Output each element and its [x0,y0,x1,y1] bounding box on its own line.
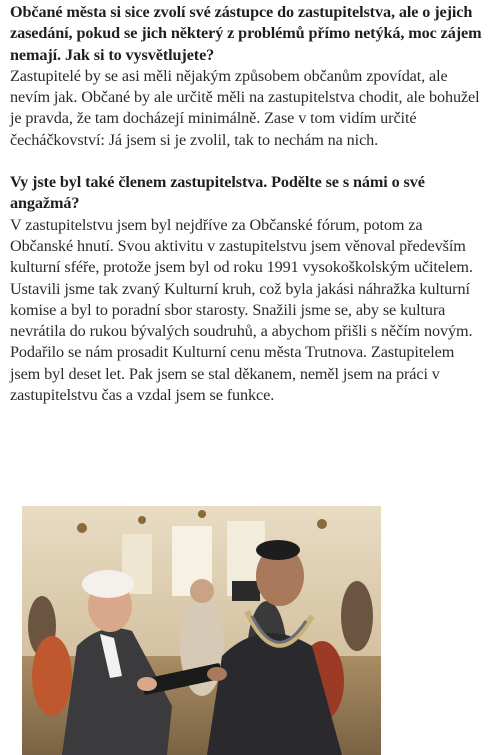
award-handover-photo [22,506,381,755]
interview-answer-1: Zastupitelé by se asi měli nějakým způsobem občanům zpovídat, ale nevím jak. Občané by ale určitě měli na zastupitelstva chodit, ale bohužel je pravda, že tam docházejí minimálně. Zase v tom vidím určité čecháčkovství: Já jsem si je zvolil, tak to nechám na nich. [10,66,480,149]
interview-question-1: Občané města si sice zvolí své zástupce do zastupitelstva, ale o jejich zasedání, pokud se jich některý z problémů přímo netýká, moc zájem nemají. Jak si to vysvětlujete? [10,3,482,64]
interview-question-2: Vy jste byl také členem zastupitelstva. Podělte se s námi o své angažmá? [10,173,425,213]
interview-answer-2: V zastupitelstvu jsem byl nejdříve za Občanské fórum, potom za Občanské hnutí. Svou aktivitu v zastupitelstvu jsem věnoval především kulturní sféře, protože jsem byl od roku 1991 vysokoškolským učitelem. Ustavili jsme tak zvaný Kulturní kruh, což byla jakási náhražka kulturní komise a byl to poradní sbor starosty. Snažili jsme se, aby se kultura nevrátila do rukou bývalých soudruhů, a abychom přišli s něčím novým. Podařilo se nám prosadit Kulturní cenu města Trutnova. Zastupitelem jsem byl deset let. Pak jsem se stal děkanem, neměl jsem na práci v zastupitelstvu čas a vzdal jsem se funkce. [10,215,473,405]
photo-illustration [22,506,381,755]
article-body [10,2,482,406]
